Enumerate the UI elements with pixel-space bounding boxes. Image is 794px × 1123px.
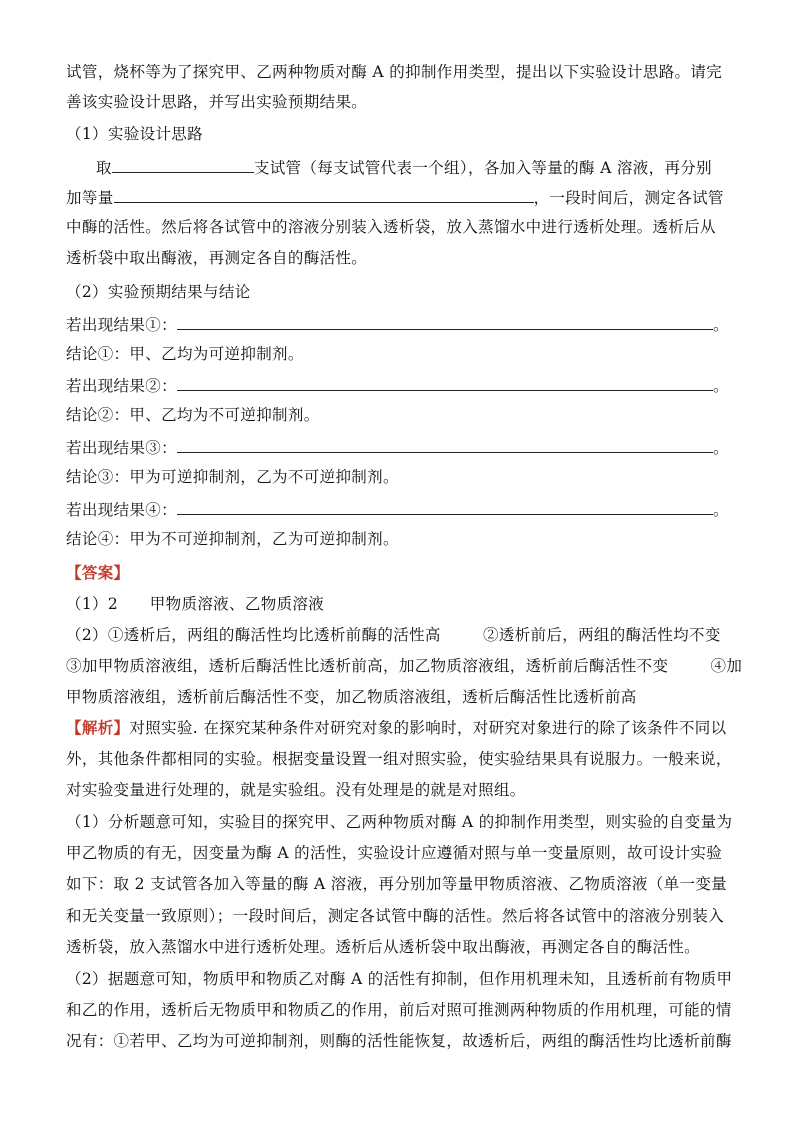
analysis-line-9: （2）据题意可知，物质甲和物质乙对酶 A 的活性有抑制，但作用机理未知，且透析前有物质甲 [66, 970, 733, 988]
answer-blank-tubes[interactable] [112, 157, 254, 173]
answer-line-3: ③加甲物质溶液组，透析后酶活性比透析前高，加乙物质溶液组，透析前后酶活性不变 ④加 [66, 657, 743, 675]
answer-line-2: （2）①透析后，两组的酶活性均比透析前酶的活性高 ②透析前后，两组的酶活性均不变 [66, 626, 721, 644]
end-mark: 。 [712, 501, 729, 519]
result-blank[interactable] [177, 375, 713, 391]
result-label: 若出现结果④： [66, 501, 177, 519]
result-label: 若出现结果③： [66, 439, 177, 457]
result-row [66, 375, 736, 396]
result-blank[interactable] [177, 499, 713, 515]
design-line-1 [96, 157, 736, 178]
conclusion-line: 结论①：甲、乙均为可逆抑制剂。 [66, 345, 304, 363]
part1-heading: （1）实验设计思路 [66, 125, 204, 143]
result-row [66, 314, 736, 335]
design-text: 加等量 [66, 189, 114, 207]
analysis-line-10: 和乙的作用，透析后无物质甲和物质乙的作用，前后对照可推测两种物质的作用机理，可能的情 [66, 1001, 732, 1019]
analysis-line-1 [66, 718, 736, 738]
design-line-2 [66, 187, 736, 208]
result-row [66, 437, 736, 458]
design-text: 支试管（每支试管代表一个组），各加入等量的酶 A 溶液，再分别 [253, 159, 713, 177]
design-text: ，一段时间后，测定各试管 [533, 189, 724, 207]
answer-tag: 【答案】 [66, 563, 130, 582]
result-blank[interactable] [177, 314, 713, 330]
analysis-line-8: 透析袋，放入蒸馏水中进行透析处理。透析后从透析袋中取出酶液，再测定各自的酶活性。 [66, 938, 701, 956]
end-mark: 。 [712, 377, 729, 395]
analysis-line-4: （1）分析题意可知，实验目的探究甲、乙两种物质对酶 A 的抑制作用类型，则实验的自变量为 [66, 813, 733, 831]
conclusion-line: 结论②：甲、乙均为不可逆抑制剂。 [66, 406, 320, 424]
analysis-tag: 【解析】 [66, 718, 130, 737]
design-line-4: 透析袋中取出酶液，再测定各自的酶活性。 [66, 249, 368, 267]
design-text: 取 [96, 159, 112, 177]
conclusion-line: 结论③：甲为可逆抑制剂，乙为不可逆抑制剂。 [66, 468, 399, 486]
analysis-line-11: 况有：①若甲、乙均为可逆抑制剂，则酶的活性能恢复，故透析后，两组的酶活性均比透析前酶 [66, 1032, 732, 1050]
answer-line-4: 甲物质溶液组，透析前后酶活性不变，加乙物质溶液组，透析后酶活性比透析前高 [66, 688, 637, 706]
answer-line-1: （1）2 甲物质溶液、乙物质溶液 [66, 595, 325, 613]
analysis-line-7: 和无关变量一致原则）；一段时间后，测定各试管中酶的活性。然后将各试管中的溶液分别装入 [66, 907, 724, 925]
intro-line-2: 善该实验设计思路，并写出实验预期结果。 [66, 93, 368, 111]
result-row [66, 499, 736, 520]
answer-blank-solutions[interactable] [114, 187, 534, 203]
analysis-text: 对照实验. 在探究某种条件对研究对象的影响时，对研究对象进行的除了该条件不同以 [129, 719, 727, 737]
analysis-line-5: 甲乙物质的有无，因变量为酶 A 的活性，实验设计应遵循对照与单一变量原则，故可设计实验 [66, 844, 723, 862]
design-line-3: 中酶的活性。然后将各试管中的溶液分别装入透析袋，放入蒸馏水中进行透析处理。透析后从 [66, 218, 716, 236]
result-blank[interactable] [177, 437, 713, 453]
conclusion-line: 结论④：甲为不可逆抑制剂，乙为可逆抑制剂。 [66, 530, 399, 548]
analysis-line-2: 外，其他条件都相同的实验。根据变量设置一组对照实验，使实验结果具有说服力。一般来说， [66, 750, 732, 768]
analysis-line-3: 对实验变量进行处理的，就是实验组。没有处理是的就是对照组。 [66, 781, 526, 799]
intro-line-1: 试管，烧杯等为了探究甲、乙两种物质对酶 A 的抑制作用类型，提出以下实验设计思路。请完 [66, 63, 723, 81]
analysis-line-6: 如下：取 2 支试管各加入等量的酶 A 溶液，再分别加等量甲物质溶液、乙物质溶液（单一变量 [66, 875, 728, 893]
result-label: 若出现结果①： [66, 316, 177, 334]
result-label: 若出现结果②： [66, 377, 177, 395]
end-mark: 。 [712, 316, 729, 334]
part2-heading: （2）实验预期结果与结论 [66, 283, 251, 301]
end-mark: 。 [712, 439, 729, 457]
